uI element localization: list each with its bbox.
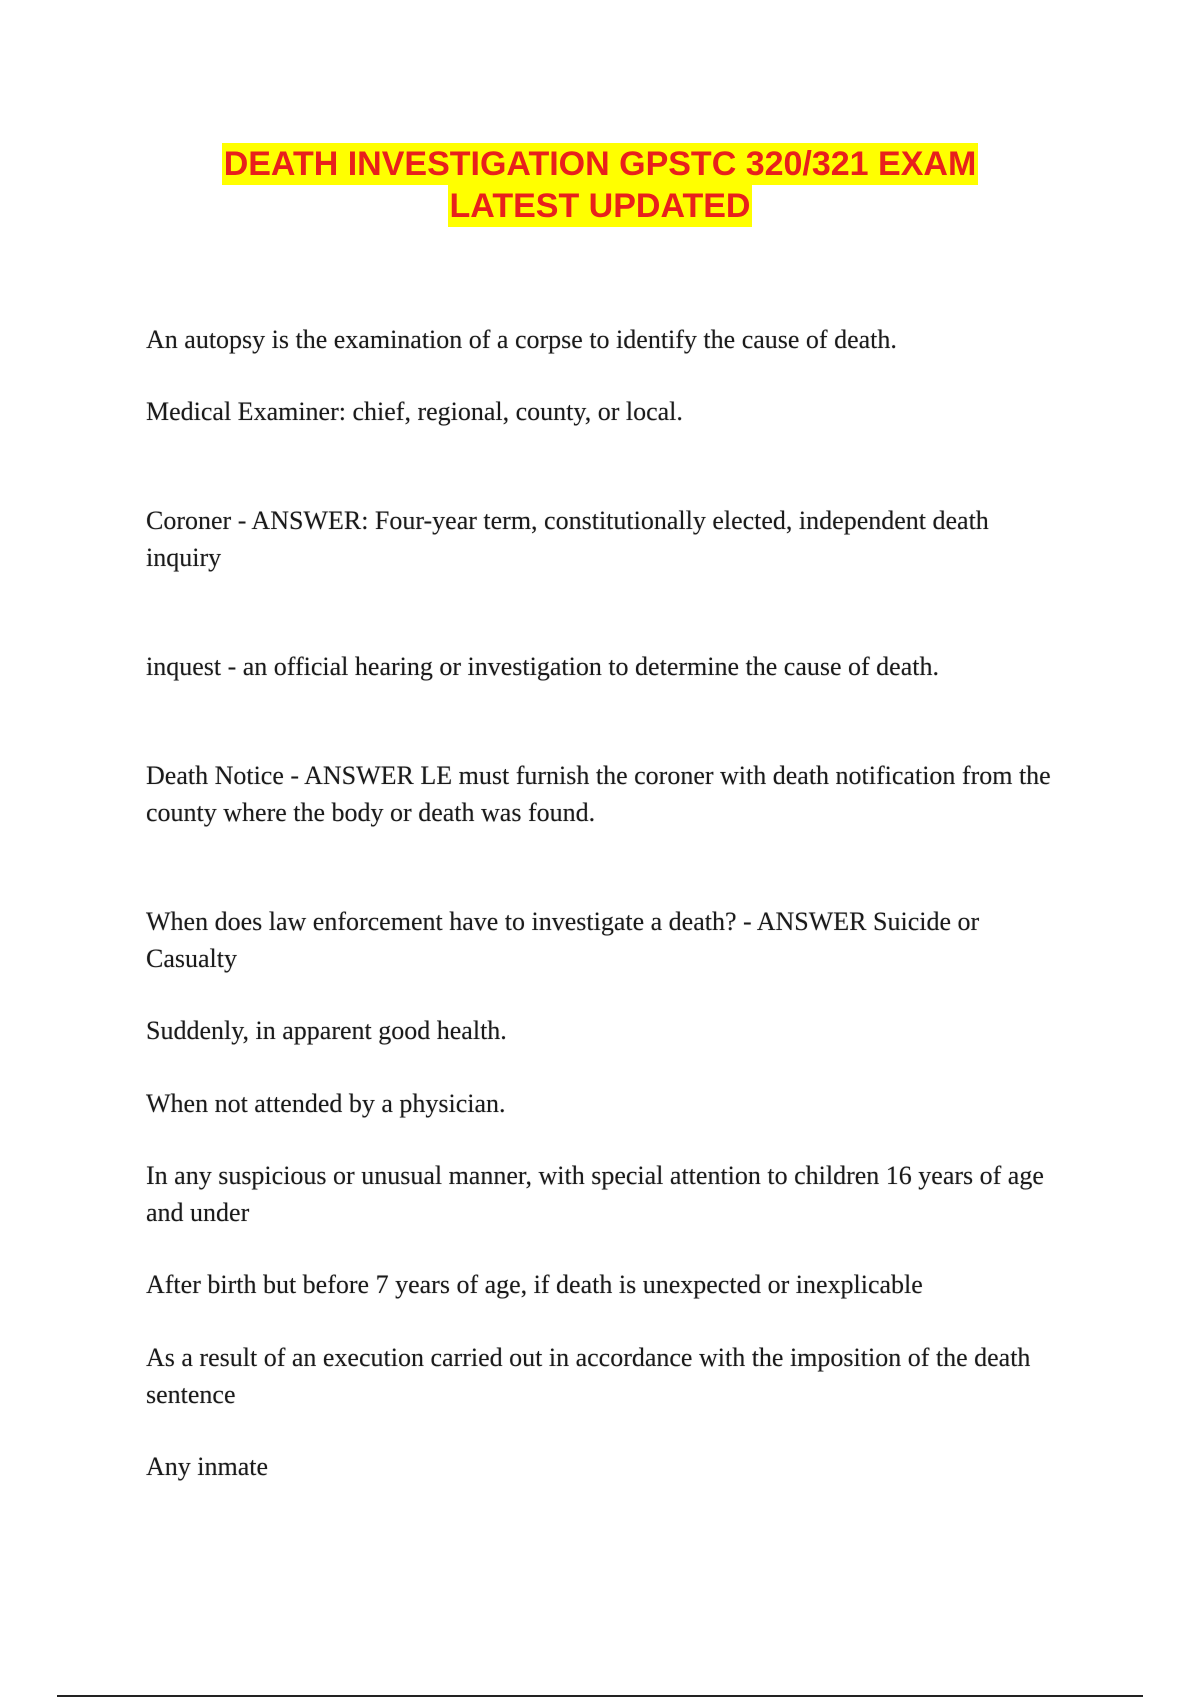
document-title (0, 143, 1200, 227)
paragraph-autopsy: An autopsy is the examination of a corpse to identify the cause of death. (146, 325, 897, 354)
paragraph-medical-examiner: Medical Examiner: chief, regional, county, or local. (146, 397, 683, 426)
paragraph-law-enforcement-question: When does law enforcement have to investigate a death? - ANSWER Suicide or Casualty (146, 907, 980, 973)
paragraph-execution: As a result of an execution carried out in accordance with the imposition of the death sentence (146, 1343, 1031, 1409)
paragraph-death-notice: Death Notice - ANSWER LE must furnish the coroner with death notification from the county where the body or death was found. (146, 761, 1051, 827)
title-line-2: LATEST UPDATED (449, 187, 751, 225)
paragraph-coroner: Coroner - ANSWER: Four-year term, constitutionally elected, independent death inquiry (146, 506, 989, 572)
paragraph-inquest: inquest - an official hearing or investigation to determine the cause of death. (146, 652, 939, 681)
paragraph-suspicious-manner: In any suspicious or unusual manner, with special attention to children 16 years of age and under (146, 1161, 1044, 1227)
title-line-1: DEATH INVESTIGATION GPSTC 320/321 EXAM (223, 145, 977, 183)
footer-divider (57, 1695, 1143, 1697)
paragraph-any-inmate: Any inmate (146, 1452, 269, 1481)
paragraph-not-attended: When not attended by a physician. (146, 1089, 506, 1118)
paragraph-after-birth: After birth but before 7 years of age, if death is unexpected or inexplicable (146, 1270, 923, 1299)
paragraph-suddenly: Suddenly, in apparent good health. (146, 1016, 507, 1045)
